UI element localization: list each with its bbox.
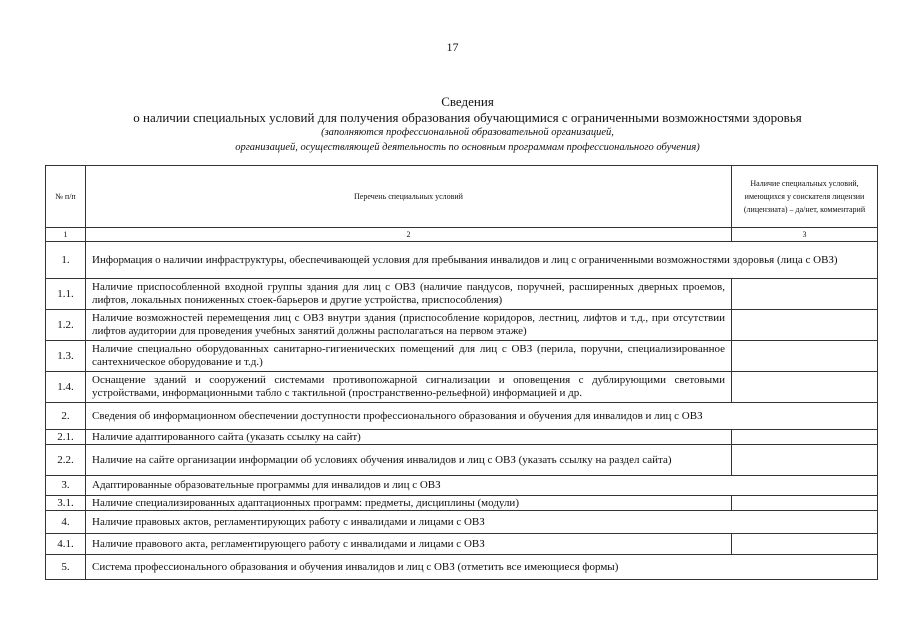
table-row bbox=[46, 430, 878, 445]
row-number: 3.1. bbox=[46, 496, 86, 511]
table-row bbox=[46, 372, 878, 403]
row-number: 1.2. bbox=[46, 310, 86, 341]
table-row bbox=[46, 476, 878, 496]
row-number: 2.1. bbox=[46, 430, 86, 445]
availability-cell[interactable] bbox=[732, 341, 878, 372]
table-row bbox=[46, 403, 878, 430]
section-title: Сведения об информационном обеспечении доступности профессионального образования и обучения для инвалидов и лиц с ОВЗ bbox=[86, 403, 878, 430]
header-number: № п/п bbox=[46, 166, 86, 228]
table-row bbox=[46, 242, 878, 279]
row-number: 1.1. bbox=[46, 279, 86, 310]
condition-text: Наличие на сайте организации информации об условиях обучения инвалидов и лиц с ОВЗ (указать ссылку на раздел сайта) bbox=[86, 445, 732, 476]
section-title: Информация о наличии инфраструктуры, обеспечивающей условия для пребывания инвалидов и лиц с ограниченными возможностями здоровья (лица с ОВЗ) bbox=[86, 242, 878, 279]
availability-cell[interactable] bbox=[732, 279, 878, 310]
table-row bbox=[46, 534, 878, 555]
availability-cell[interactable] bbox=[732, 534, 878, 555]
table-header-row bbox=[46, 166, 878, 228]
row-number: 1.4. bbox=[46, 372, 86, 403]
fill-note-line-1: (заполняются профессиональной образовательной организацией, bbox=[321, 127, 614, 138]
availability-cell[interactable] bbox=[732, 430, 878, 445]
document-title: Сведения bbox=[441, 94, 494, 109]
row-number: 1.3. bbox=[46, 341, 86, 372]
availability-cell[interactable] bbox=[732, 372, 878, 403]
section-title: Система профессионального образования и обучения инвалидов и лиц с ОВЗ (отметить все имеющиеся формы) bbox=[86, 555, 878, 580]
row-number: 2.2. bbox=[46, 445, 86, 476]
special-conditions-table bbox=[45, 165, 878, 580]
table-row bbox=[46, 555, 878, 580]
row-number: 4.1. bbox=[46, 534, 86, 555]
condition-text: Наличие правового акта, регламентирующего работу с инвалидами и лицами с ОВЗ bbox=[86, 534, 732, 555]
row-number: 3. bbox=[46, 476, 86, 496]
row-number: 5. bbox=[46, 555, 86, 580]
condition-text: Наличие адаптированного сайта (указать ссылку на сайт) bbox=[86, 430, 732, 445]
column-number: 3 bbox=[732, 228, 878, 242]
column-number: 2 bbox=[86, 228, 732, 242]
row-number: 1. bbox=[46, 242, 86, 279]
page-number: 17 bbox=[446, 40, 459, 54]
section-title: Наличие правовых актов, регламентирующих работу с инвалидами и лицами с ОВЗ bbox=[86, 511, 878, 534]
condition-text: Наличие возможностей перемещения лиц с ОВЗ внутри здания (приспособление коридоров, лестниц, лифтов и т.д., при отсутствии лифтов аудитории для проведения учебных занятий должны располагаться на первом этаже) bbox=[86, 310, 732, 341]
row-number: 4. bbox=[46, 511, 86, 534]
condition-text: Наличие специализированных адаптационных программ: предметы, дисциплины (модули) bbox=[86, 496, 732, 511]
availability-cell[interactable] bbox=[732, 310, 878, 341]
table-row bbox=[46, 445, 878, 476]
table-row bbox=[46, 341, 878, 372]
header-conditions-list: Перечень специальных условий bbox=[86, 166, 732, 228]
column-number: 1 bbox=[46, 228, 86, 242]
condition-text: Оснащение зданий и сооружений системами противопожарной сигнализации и оповещения с дублирующими световыми устройствами, информационными табло с тактильной (пространственно-рельефной) информацией и др. bbox=[86, 372, 732, 403]
table-row bbox=[46, 496, 878, 511]
table-row bbox=[46, 279, 878, 310]
column-number-row bbox=[46, 228, 878, 242]
header-availability: Наличие специальных условий, имеющихся у соискателя лицензии (лицензиата) – да/нет, комментарий bbox=[732, 166, 878, 228]
condition-text: Наличие приспособленной входной группы здания для лиц с ОВЗ (наличие пандусов, поручней, расширенных дверных проемов, лифтов, локальных пониженных стоек-барьеров и другие устройства, приспособления) bbox=[86, 279, 732, 310]
availability-cell[interactable] bbox=[732, 445, 878, 476]
row-number: 2. bbox=[46, 403, 86, 430]
document-subtitle: о наличии специальных условий для получения образования обучающимися с ограниченными возможностями здоровья bbox=[133, 110, 802, 125]
section-title: Адаптированные образовательные программы для инвалидов и лиц с ОВЗ bbox=[86, 476, 878, 496]
table-row bbox=[46, 310, 878, 341]
fill-note-line-2: организацией, осуществляющей деятельность по основным программам профессионального обучения) bbox=[235, 142, 700, 153]
table-row bbox=[46, 511, 878, 534]
availability-cell[interactable] bbox=[732, 496, 878, 511]
condition-text: Наличие специально оборудованных санитарно-гигиенических помещений для лиц с ОВЗ (перила, поручни, специализированное сантехническое оборудование и т.д.) bbox=[86, 341, 732, 372]
